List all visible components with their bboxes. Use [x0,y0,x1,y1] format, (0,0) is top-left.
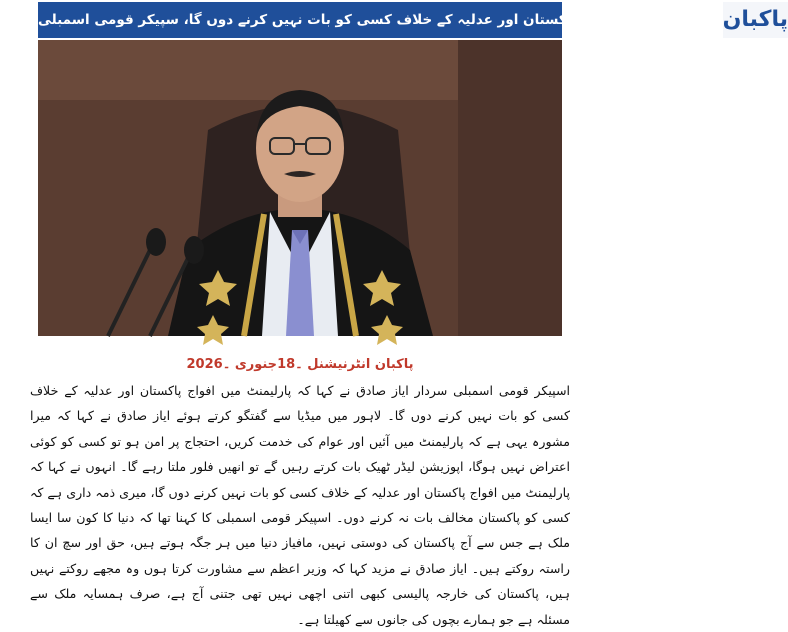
brand-logo [721,2,788,38]
dateline: پاکبان انٹرنیشنل ۔18جنوری ۔2026 [186,357,414,372]
header-banner [38,2,788,38]
brand-logo-text: پاکبان [722,7,788,32]
speaker-portrait-illustration [38,40,562,336]
headline: پارلیمنٹ میں افواج پاکستان اور عدلیہ کے خلاف کسی کو بات نہیں کرنے دوں گا، سپیکر قومی اسمبلی [38,12,711,28]
article-body: اسپیکر قومی اسمبلی سردار ایاز صادق نے کہا کہ پارلیمنٹ میں افواج پاکستان اور عدلیہ کے خلاف کسی کو بات نہیں کرنے دوں گا۔ لاہور میں میڈیا سے گفتگو کرتے ہوئے ایاز صادق نے کہا کہ میرا مشورہ یہی ہے کہ پارلیمنٹ میں آئیں اور عوام کی خدمت کریں، احتجاج پر امن ہو تو کسی کو کوئی اعتراض نہیں ہوگا، اپوزیشن لیڈر ٹھیک بات کرتے رہیں گے تو انھیں فلور ملتا رہے گا۔ انہوں نے کہا کہ پارلیمنٹ میں افواج پاکستان اور عدلیہ کے خلاف کسی کو بات نہیں کرنے دوں گا، میری ذمہ داری ہے کہ کسی کو پاکستان مخالف بات نہ کرنے دوں۔ اسپیکر قومی اسمبلی کا کہنا تھا کہ دنیا کا کون سا ایسا ملک ہے جس سے آج پاکستان کی دوستی نہیں، مافیاز دنیا میں ہر جگہ ہوتے ہیں، حق اور سچ ان کا راستہ روکتے ہیں۔ ایاز صادق نے مزید کہا کہ وزیر اعظم سے مشاورت کرتا ہوں وہ مجھے روکتے نہیں ہیں، پاکستان کی خارجہ پالیسی کبھی اتنی اچھی نہیں تھی جتنی آج ہے، صرف ہمسایہ ملک سے مسئلہ ہے جو ہمارے بچوں کی جانوں سے کھیلتا ہے۔ [30,383,570,627]
speaker-photo [38,40,562,336]
